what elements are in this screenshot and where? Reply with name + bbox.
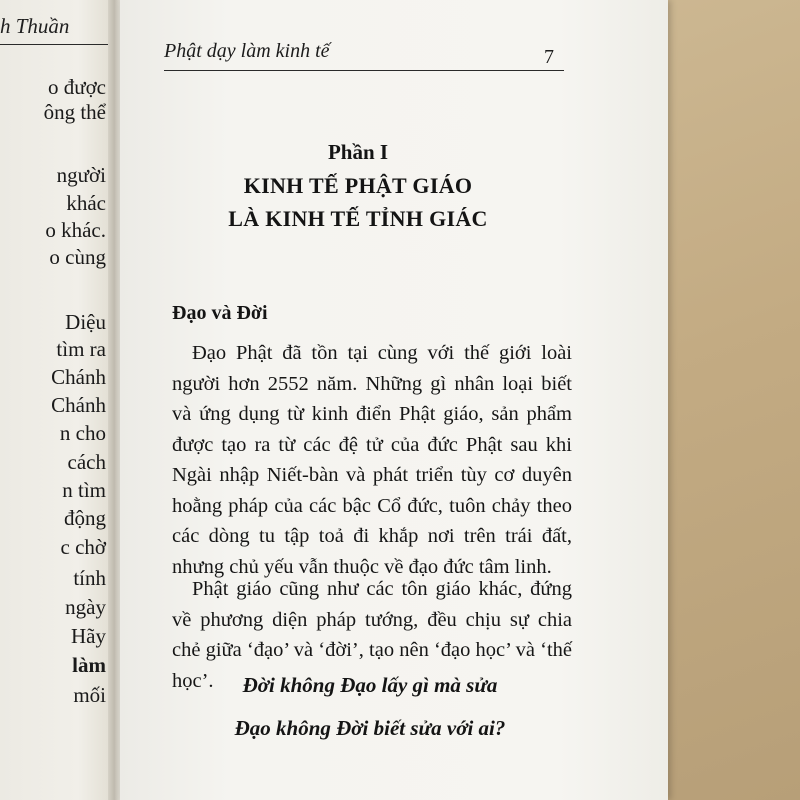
page-number: 7	[544, 46, 554, 68]
verse-line-2: Đạo không Đời biết sửa với ai?	[234, 716, 506, 740]
left-page-line: Hãy	[71, 624, 106, 648]
left-page-line: cách	[67, 450, 106, 474]
left-header-rule	[0, 44, 112, 45]
right-page	[120, 0, 668, 800]
left-page-line: Chánh	[51, 365, 106, 389]
chapter-title-line-1: KINH TẾ PHẬT GIÁO	[243, 173, 473, 198]
left-page-line: o cùng	[49, 245, 106, 269]
left-page-line: tính	[73, 566, 106, 590]
left-page-line: khác	[66, 191, 106, 215]
chapter-title-line-2: LÀ KINH TẾ TỈNH GIÁC	[228, 206, 488, 231]
header-rule	[164, 70, 564, 71]
left-page-line: tìm ra	[56, 337, 106, 361]
left-running-head: h Thuần	[0, 14, 70, 38]
part-label: Phần I	[327, 140, 389, 164]
section-heading: Đạo và Đời	[172, 302, 268, 324]
running-head: Phật dạy làm kinh tế	[164, 40, 330, 62]
left-page-line: ngày	[65, 595, 106, 619]
left-page-line: làm	[72, 653, 106, 677]
left-page-line: mối	[73, 683, 106, 707]
left-page	[0, 0, 112, 800]
left-page-line: người	[56, 163, 106, 187]
left-page-line: ông thể	[43, 100, 106, 124]
left-page-line: c chờ	[60, 535, 106, 559]
left-page-line: n tìm	[62, 478, 106, 502]
paragraph-1: Đạo Phật đã tồn tại cùng với thế giới loài người hơn 2552 năm. Những gì nhân loại biết và ứng dụng từ kinh điển Phật giáo, sản phẩm được tạo ra từ các đệ tử của đức Phật sau khi Ngài nhập Niết-bàn và phát triển tùy cơ duyên hoằng pháp của các bậc Cổ đức, tuôn chảy theo các dòng tu tập toả đi khắp nơi trên trái đất, nhưng chủ yếu vẫn thuộc về đạo đức tâm linh.	[172, 342, 572, 578]
verse-line-1: Đời không Đạo lấy gì mà sửa	[242, 673, 498, 697]
left-page-line: o được	[47, 75, 106, 99]
left-page-line: Chánh	[51, 393, 106, 417]
left-page-line: Diệu	[65, 310, 106, 334]
left-page-line: động	[64, 506, 106, 530]
left-page-line: n cho	[59, 421, 106, 445]
left-page-line: o khác.	[45, 218, 106, 242]
paragraph-2: Phật giáo cũng như các tôn giáo khác, đứng về phương diện pháp tướng, đều chịu sự chia chẻ giữa ‘đạo’ và ‘đời’, tạo nên ‘đạo học’ và ‘thế học’.	[172, 578, 572, 692]
